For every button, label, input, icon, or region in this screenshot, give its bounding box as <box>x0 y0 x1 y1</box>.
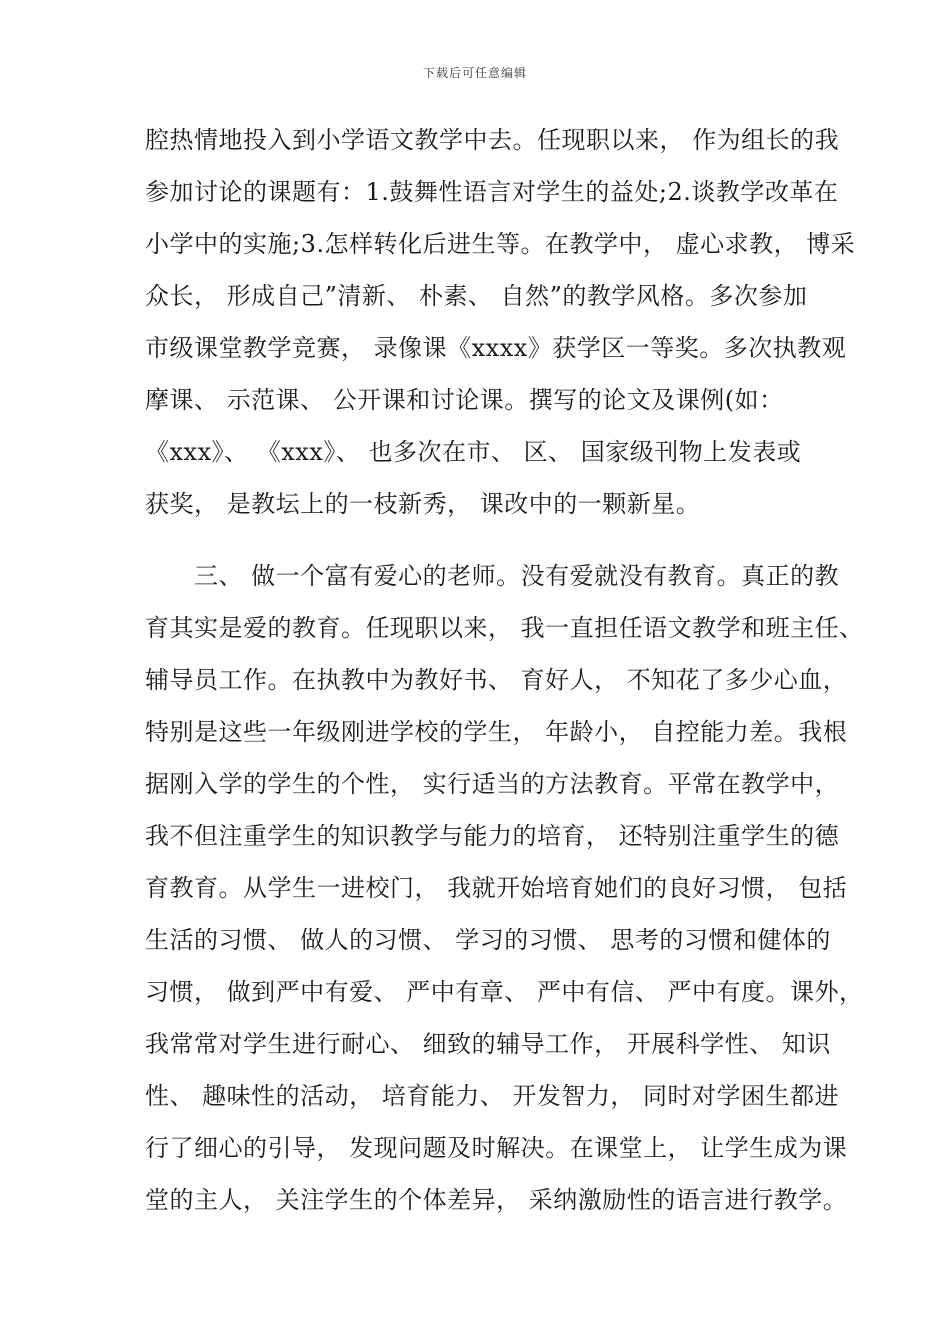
text-line: 特别是这些一年级刚进学校的学生， 年龄小， 自控能力差。我根 <box>145 718 848 746</box>
text-line: 习惯， 做到严中有爱、 严中有章、 严中有信、 严中有度。课外， <box>145 978 864 1006</box>
paragraph-1 <box>145 114 856 530</box>
text-line: 育教育。从学生一进校门， 我就开始培育她们的良好习惯， 包括 <box>145 874 848 902</box>
text-line: 众长， 形成自己”清新、 朴素、 自然”的教学风格。多次参加 <box>145 282 808 310</box>
paragraph-2 <box>145 550 864 1226</box>
text-line: 堂的主人， 关注学生的个体差异， 采纳激励性的语言进行教学。 <box>145 1186 848 1214</box>
page-header: 下载后可任意编辑 <box>422 66 527 80</box>
text-line: 《xxx》、 《xxx》、 也多次在市、 区、 国家级刊物上发表或 <box>145 438 802 466</box>
text-line: 小学中的实施;3.怎样转化后进生等。在教学中， 虚心求教， 博采 <box>145 230 856 258</box>
text-line: 市级课堂教学竞赛， 录像课《xxxx》获学区一等奖。多次执教观 <box>145 334 847 362</box>
text-line: 摩课、 示范课、 公开课和讨论课。撰写的论文及课例(如： <box>145 386 784 414</box>
text-line: 行了细心的引导， 发现问题及时解决。在课堂上， 让学生成为课 <box>145 1134 848 1162</box>
text-line: 参加讨论的课题有：1.鼓舞性语言对学生的益处;2.谈教学改革在 <box>145 178 839 206</box>
text-line: 育其实是爱的教育。任现职以来， 我一直担任语文教学和班主任、 <box>145 614 864 642</box>
text-line: 我常常对学生进行耐心、 细致的辅导工作， 开展科学性、 知识 <box>145 1030 831 1058</box>
text-line: 据刚入学的学生的个性， 实行适当的方法教育。平常在教学中， <box>145 770 840 798</box>
text-line: 性、 趣味性的活动， 培育能力、 开发智力， 同时对学困生都进 <box>145 1082 840 1110</box>
text-line: 我不但注重学生的知识教学与能力的培育， 还特别注重学生的德 <box>145 822 840 850</box>
text-line: 三、 做一个富有爱心的老师。没有爱就没有教育。真正的教 <box>145 562 840 590</box>
text-line: 辅导员工作。在执教中为教好书、 育好人， 不知花了多少心血， <box>145 666 848 694</box>
text-line: 获奖， 是教坛上的一枝新秀， 课改中的一颗新星。 <box>145 490 701 518</box>
text-line: 腔热情地投入到小学语文教学中去。任现职以来， 作为组长的我 <box>145 126 840 154</box>
text-line: 生活的习惯、 做人的习惯、 学习的习惯、 思考的习惯和健体的 <box>145 926 831 954</box>
